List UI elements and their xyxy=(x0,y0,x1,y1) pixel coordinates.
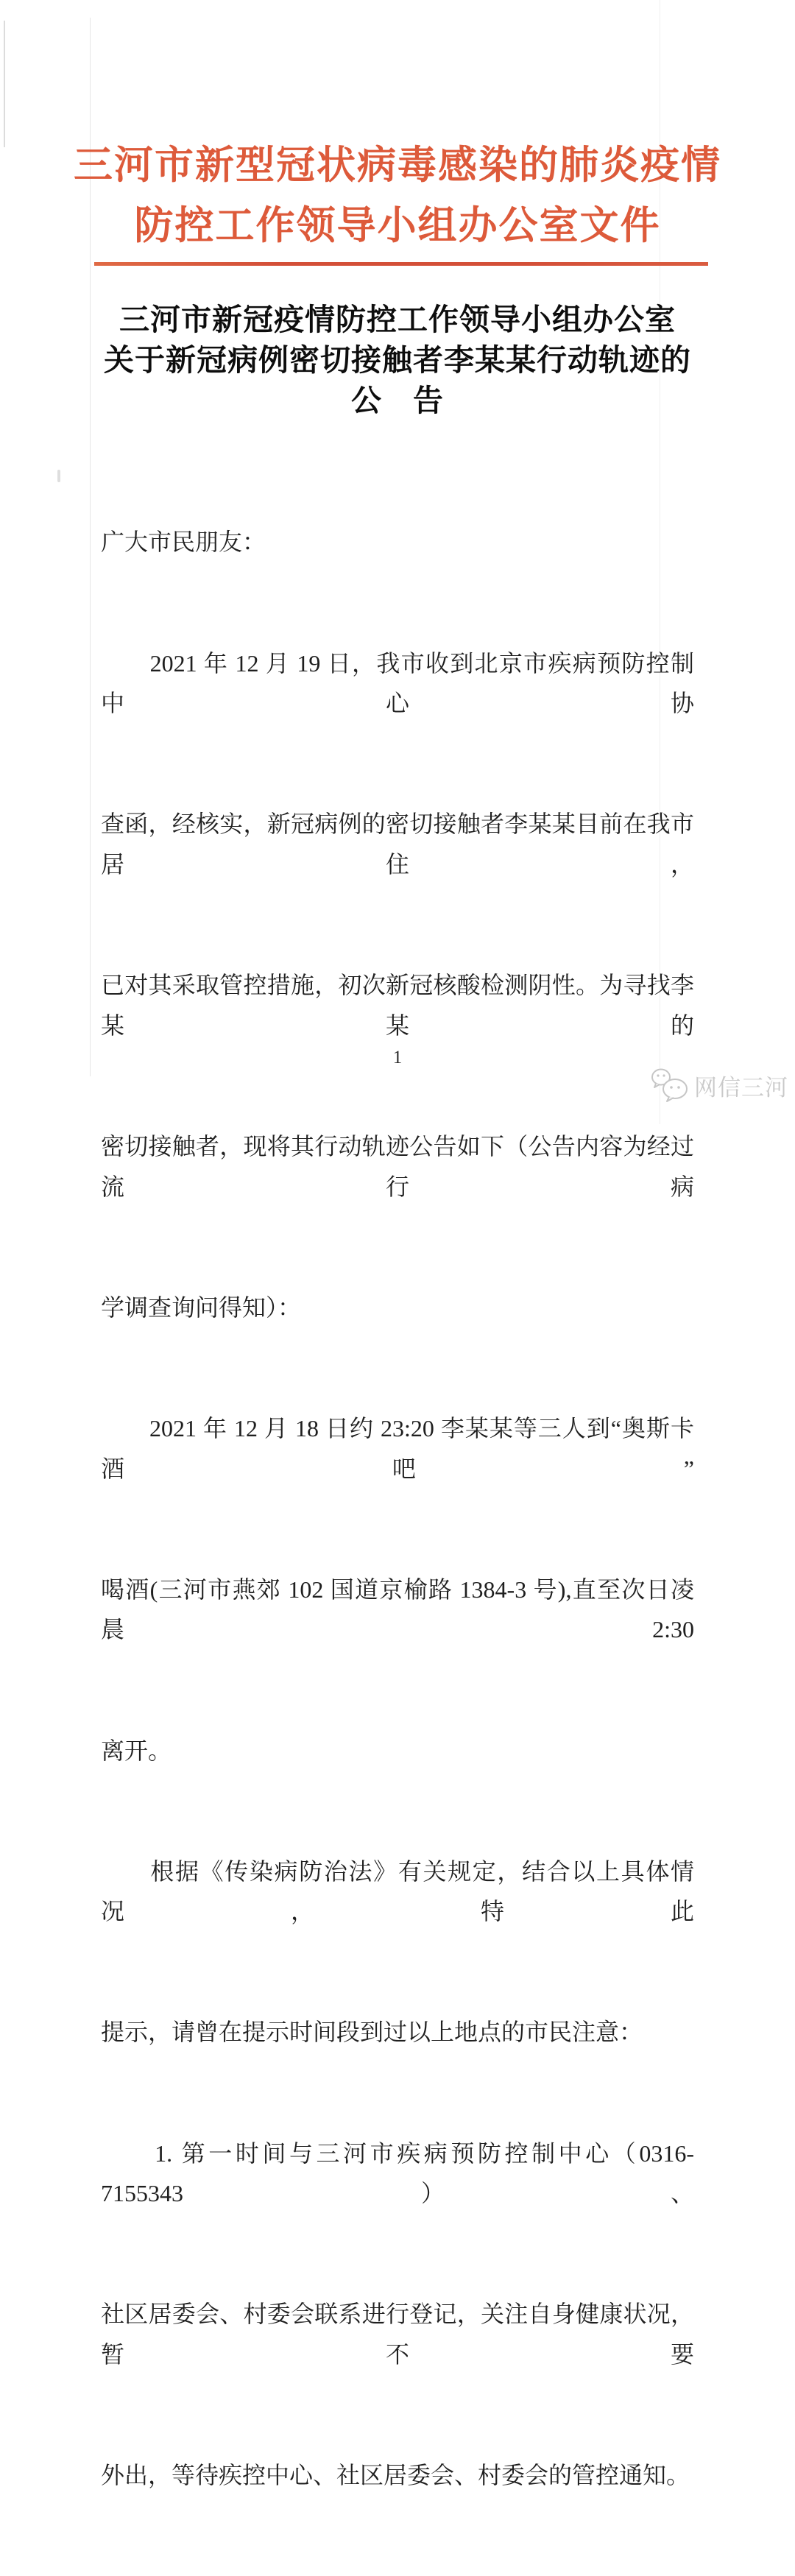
wechat-icon xyxy=(650,1068,690,1103)
body-line-salutation: 广大市民朋友： xyxy=(101,529,266,556)
scan-edge-line xyxy=(4,21,5,147)
body-line: 离开。 xyxy=(101,1737,172,1764)
body-line: 外出，等待疾控中心、社区居委会、村委会的管控通知。 xyxy=(101,2462,690,2489)
body-line: 密切接触者，现将其行动轨迹公告如下（公告内容为经过流行病 xyxy=(101,1132,694,1200)
document-title-line1: 三河市新冠疫情防控工作领导小组办公室 xyxy=(119,303,676,336)
letterhead xyxy=(0,135,795,256)
body-line: 喝酒(三河市燕郊 102 国道京榆路 1384-3 号),直至次日凌晨 2:30 xyxy=(101,1575,694,1643)
body-line: 学调查询问得知）： xyxy=(101,1294,302,1321)
body-line: 提示，请曾在提示时间段到过以上地点的市民注意： xyxy=(101,2019,643,2046)
body-line: 根据《传染病防治法》有关规定，结合以上具体情况，特此 xyxy=(101,1857,694,1925)
body-line: 2021 年 12 月 19 日，我市收到北京市疾病预防控制中心协 xyxy=(101,649,694,717)
document-title-line3: 公 告 xyxy=(351,384,444,417)
letterhead-divider xyxy=(94,262,708,266)
watermark-label: 网信三河 xyxy=(694,1074,788,1101)
body-line: 查函，经核实，新冠病例的密切接触者李某某目前在我市居住， xyxy=(101,811,694,878)
body-line: 2021 年 12 月 18 日约 23:20 李某某等三人到“奥斯卡酒吧” xyxy=(101,1414,694,1482)
letterhead-line2: 防控工作领导小组办公室文件 xyxy=(134,204,661,247)
document-title-line2: 关于新冠病例密切接触者李某某行动轨迹的 xyxy=(104,343,691,377)
document-body xyxy=(101,442,694,2576)
body-line: 社区居委会、村委会联系进行登记，关注自身健康状况，暂不要 xyxy=(101,2301,694,2368)
body-line: 已对其采取管控措施，初次新冠核酸检测阴性。为寻找李某某的 xyxy=(101,972,694,1039)
document-title xyxy=(0,300,795,421)
page-number: 1 xyxy=(392,1048,403,1068)
scan-smudge xyxy=(57,470,60,482)
watermark xyxy=(650,1068,788,1103)
letterhead-line1: 三河市新型冠状病毒感染的肺炎疫情 xyxy=(74,144,721,187)
body-line: 1. 第一时间与三河市疾病预防控制中心（0316-7155343）、 xyxy=(101,2139,694,2207)
